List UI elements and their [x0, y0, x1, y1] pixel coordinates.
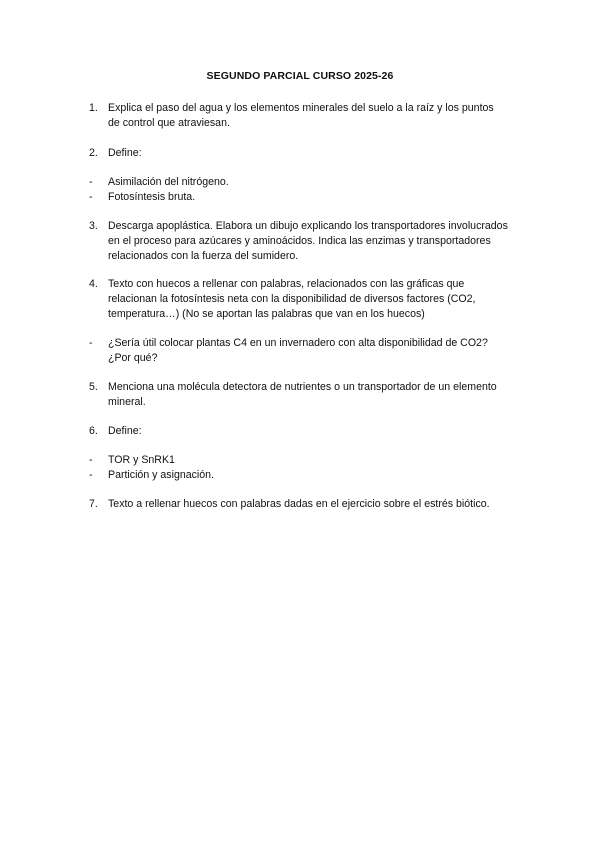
question-line: mineral. — [108, 396, 146, 408]
page-title: SEGUNDO PARCIAL CURSO 2025-26 — [206, 70, 394, 82]
list-item — [89, 175, 539, 190]
question-number: 5. — [89, 381, 98, 393]
list-item-text — [108, 336, 539, 366]
question-line: de control que atraviesan. — [108, 117, 230, 129]
question-text — [108, 146, 539, 161]
list-item-text: Asimilación del nitrógeno. — [108, 176, 229, 188]
bullet-dash: - — [89, 176, 93, 188]
question-number: 6. — [89, 425, 98, 437]
question-line: Descarga apoplástica. Elabora un dibujo explicando los transportadores involucrados — [108, 220, 508, 232]
question-line: en el proceso para azúcares y aminoácidos. Indica las enzimas y transportadores — [108, 235, 491, 247]
question-number: 2. — [89, 147, 98, 159]
bullet-dash: - — [89, 191, 93, 203]
bullet-dash: - — [89, 469, 93, 481]
question-number: 7. — [89, 498, 98, 510]
question-number: 1. — [89, 102, 98, 114]
list-item-text: Fotosíntesis bruta. — [108, 191, 196, 203]
question-number: 4. — [89, 278, 98, 290]
question-number: 3. — [89, 220, 98, 232]
question-3 — [89, 219, 539, 264]
question-text — [108, 277, 539, 322]
bullet-dash: - — [89, 454, 93, 466]
question-line: Menciona una molécula detectora de nutrientes o un transportador de un elemento — [108, 381, 497, 393]
question-1 — [89, 101, 539, 131]
question-4 — [89, 277, 539, 322]
question-line: Texto a rellenar huecos con palabras dadas en el ejercicio sobre el estrés biótico. — [108, 498, 490, 510]
list-item — [89, 336, 539, 366]
list-item-text: Partición y asignación. — [108, 469, 214, 481]
question-line: Explica el paso del agua y los elementos minerales del suelo a la raíz y los puntos — [108, 102, 494, 114]
question-7 — [89, 497, 539, 512]
question-6 — [89, 424, 539, 439]
question-line: Define: — [108, 425, 142, 437]
question-line: temperatura…) (No se aportan las palabras que van en los huecos) — [108, 308, 425, 320]
question-text — [108, 380, 539, 410]
question-5 — [89, 380, 539, 410]
question-line: ¿Por qué? — [108, 352, 158, 364]
question-text — [108, 219, 539, 264]
question-line: relacionan la fotosíntesis neta con la disponibilidad de diversos factores (CO2, — [108, 293, 476, 305]
question-text — [108, 424, 539, 439]
list-item — [89, 468, 539, 483]
list-item — [89, 190, 539, 205]
question-line: Define: — [108, 147, 142, 159]
list-item — [89, 453, 539, 468]
question-line: ¿Sería útil colocar plantas C4 en un invernadero con alta disponibilidad de CO2? — [108, 337, 488, 349]
question-text — [108, 497, 539, 512]
question-text — [108, 101, 539, 131]
question-line: relacionados con la fuerza del sumidero. — [108, 250, 299, 262]
bullet-dash: - — [89, 337, 93, 349]
question-line: Texto con huecos a rellenar con palabras, relacionados con las gráficas que — [108, 278, 465, 290]
question-2 — [89, 146, 539, 161]
list-item-text: TOR y SnRK1 — [108, 454, 175, 466]
